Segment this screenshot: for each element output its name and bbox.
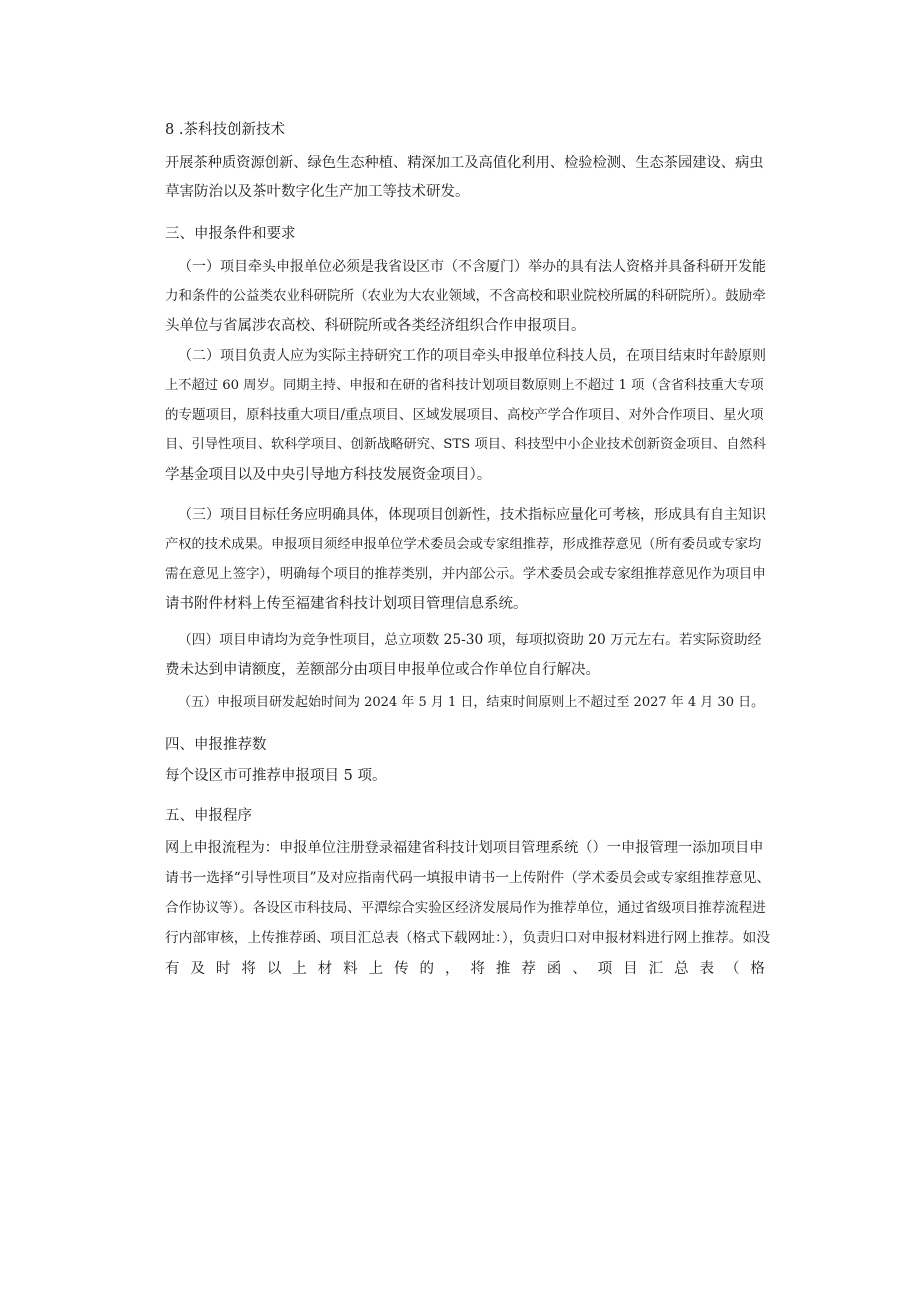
spread-char: 将 — [470, 961, 485, 977]
paragraph-line: 的专题项目，原科技重大项目/重点项目、区域发展项目、高校产学合作项目、对外合作项目、星火项 — [165, 407, 764, 423]
paragraph-line: 需在意见上签字），明确每个项目的推荐类别，并内部公示。学术委员会或专家组推荐意见作为项目申 — [165, 566, 766, 582]
spread-char: 目 — [623, 961, 638, 977]
paragraph-line: 网上申报流程为：申报单位注册登录福建省科技计划项目管理系统（）一申报管理一添加项目申 — [165, 840, 764, 856]
spread-char: 时 — [215, 961, 231, 977]
paragraph-line: 头单位与省属涉农高校、科研院所或各类经济组织合作申报项目。 — [165, 318, 586, 334]
paragraph-line: 请书附件材料上传至福建省科技计划项目管理信息系统。 — [165, 596, 528, 612]
paragraph-line: 目、引导性项目、软科学项目、创新战略研究、STS 项目、科技型中小企业技术创新资金项目、自然科 — [165, 437, 766, 452]
section-5-heading: 五、申报程序 — [165, 808, 252, 824]
paragraph-line: （四）项目申请均为竞争性项目，总立项数 25-30 项，每项拟资助 20 万元左右。若实际资助经 — [178, 632, 762, 648]
paragraph-line: 力和条件的公益类农业科研院所（农业为大农业领域，不含高校和职业院校所属的科研院所）。鼓励牵 — [165, 288, 766, 304]
spread-char: 及 — [190, 961, 205, 977]
paragraph-line: 费未达到申请额度，差额部分由项目申报单位或合作单位自行解决。 — [165, 662, 600, 678]
paragraph-line: （二）项目负责人应为实际主持研究工作的项目牵头申报单位科技人员，在项目结束时年龄原则 — [178, 348, 766, 364]
paragraph-line: 合作协议等）。各设区市科技局、平潭综合实验区经济发展局作为推荐单位，通过省级项目推荐流程进 — [165, 900, 766, 916]
spread-char: 上 — [292, 961, 307, 977]
spread-char: 总 — [674, 961, 689, 977]
paragraph-line: 上不超过 60 周岁。同期主持、申报和在研的省科技计划项目数原则上不超过 1 项（含省科技重大专项 — [165, 378, 764, 393]
paragraph-line: （三）项目目标任务应明确具体，体现项目创新性，技术指标应量化可考核，形成具有自主知识 — [178, 507, 766, 523]
paragraph-line: （五）申报项目研发起始时间为 2024 年 5 月 1 日，结束时间原则上不超过至 2027 年 4 月 30 日。 — [178, 695, 765, 710]
spread-char: 函 — [546, 961, 562, 977]
spread-char: 表 — [699, 961, 715, 977]
spread-char: 以 — [266, 961, 282, 977]
paragraph-line: 行内部审核，上传推荐函、项目汇总表（格式下载网址：），负责归口对申报材料进行网上推荐。如没 — [165, 930, 771, 946]
section-4-body: 每个设区市可推荐申报项目 5 项。 — [165, 768, 387, 784]
spread-char: 项 — [597, 961, 613, 977]
section-4-heading: 四、申报推荐数 — [165, 737, 267, 753]
spread-char: ， — [444, 961, 460, 977]
paragraph-line: 请书一选择“引导性项目”及对应指南代码一填报申请书一上传附件（学术委员会或专家组推荐意见、 — [165, 870, 771, 886]
spread-char: 格 — [750, 961, 765, 977]
spread-char: 推 — [495, 961, 511, 977]
paragraph-line: 产权的技术成果。申报项目须经申报单位学术委员会或专家组推荐，形成推荐意见（所有委员或专家均 — [165, 537, 762, 552]
spread-char: 荐 — [521, 961, 536, 977]
section-3-heading: 三、申报条件和要求 — [165, 226, 296, 242]
spread-char: 上 — [368, 961, 384, 977]
spread-char: 的 — [419, 961, 435, 977]
spread-justified-line — [165, 959, 765, 979]
spread-char: 汇 — [648, 961, 664, 977]
paragraph-line: （一）项目牵头申报单位必须是我省设区市（不含厦门）举办的具有法人资格并具备科研开发能 — [178, 259, 766, 275]
spread-char: 材 — [317, 961, 333, 977]
section-8-body-line: 草害防治以及茶叶数字化生产加工等技术研发。 — [165, 184, 470, 200]
spread-char: 料 — [343, 961, 358, 977]
section-8-body-line: 开展茶种质资源创新、绿色生态种植、精深加工及高值化利用、检验检测、生态茶园建设、病虫 — [165, 155, 764, 171]
spread-char: 将 — [241, 961, 256, 977]
spread-char: 传 — [394, 961, 409, 977]
spread-char: 、 — [572, 961, 587, 977]
spread-char: 有 — [165, 961, 180, 977]
spread-char: （ — [724, 961, 740, 977]
section-8-title: 8 .茶科技创新技术 — [165, 122, 285, 138]
paragraph-line: 学基金项目以及中央引导地方科技发展资金项目）。 — [165, 467, 492, 483]
